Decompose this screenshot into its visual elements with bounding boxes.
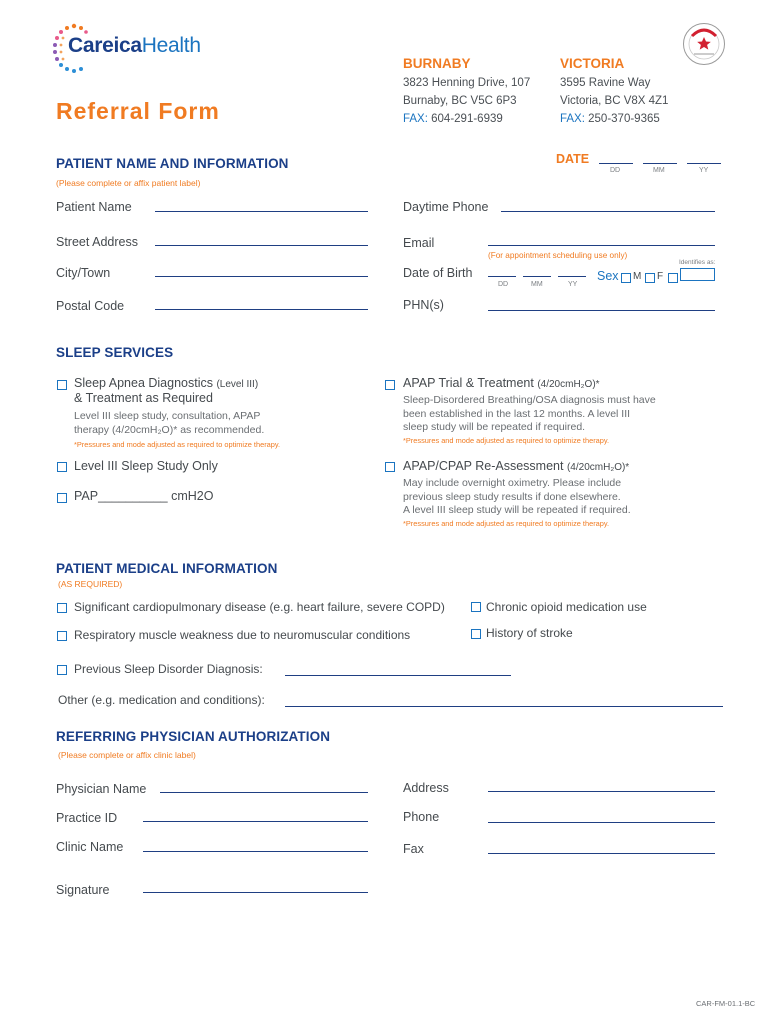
patient-section-subtitle: (Please complete or affix patient label) (56, 178, 201, 188)
clinic-name-field[interactable] (143, 851, 368, 852)
previous-diagnosis-label: Previous Sleep Disorder Diagnosis: (74, 662, 263, 676)
practice-id-field[interactable] (143, 821, 368, 822)
date-dd-caption: DD (610, 167, 621, 174)
address-field[interactable] (488, 791, 715, 792)
sleep-apnea-diagnostics-label (74, 376, 258, 390)
apap-reassessment-main: APAP/CPAP Re-Assessment (403, 459, 564, 473)
apap-trial-range: (4/20cmH₂O)* (537, 379, 600, 390)
form-title: Referral Form (56, 98, 220, 124)
respiratory-weakness-checkbox[interactable] (57, 631, 67, 641)
fax-field[interactable] (488, 853, 715, 854)
dob-yy-caption: YY (568, 281, 578, 288)
pap-checkbox[interactable] (57, 493, 67, 503)
patient-name-field[interactable] (155, 211, 368, 212)
burnaby-line1: 3823 Henning Drive, 107 (403, 77, 531, 89)
dob-mm-caption: MM (531, 281, 543, 288)
sleep-apnea-main: Sleep Apnea Diagnostics (74, 376, 213, 390)
phone-field[interactable] (488, 822, 715, 823)
email-field[interactable] (488, 245, 715, 246)
phn-field[interactable] (488, 310, 715, 311)
physician-section-title: REFERRING PHYSICIAN AUTHORIZATION (56, 729, 331, 744)
sleep-apnea-line2: & Treatment as Required (74, 391, 213, 405)
apap-reassessment-description (403, 477, 631, 518)
date-yy-caption: YY (699, 167, 709, 174)
level3-study-only-checkbox[interactable] (57, 462, 67, 472)
sex-m-label: M (633, 271, 642, 282)
postal-code-field[interactable] (155, 309, 368, 310)
apap-trial-desc3: sleep study will be repeated if required. (403, 421, 586, 433)
sex-label: Sex (597, 269, 619, 283)
daytime-phone-label: Daytime Phone (403, 200, 489, 214)
phone-label: Phone (403, 810, 440, 824)
practice-id-label: Practice ID (56, 811, 118, 825)
patient-name-label: Patient Name (56, 200, 132, 214)
previous-diagnosis-checkbox[interactable] (57, 665, 67, 675)
dob-mm-field[interactable] (523, 276, 551, 277)
burnaby-line2: Burnaby, BC V5C 6P3 (403, 95, 517, 107)
sleep-apnea-level: (Level III) (216, 379, 259, 390)
date-of-birth-label: Date of Birth (403, 266, 473, 280)
postal-code-label: Postal Code (56, 299, 125, 313)
sleep-apnea-note: *Pressures and mode adjusted as required to optimize therapy. (74, 440, 281, 449)
apap-trial-label (403, 376, 600, 390)
victoria-line2: Victoria, BC V8X 4Z1 (560, 95, 669, 107)
apap-reassessment-note: *Pressures and mode adjusted as required to optimize therapy. (403, 519, 610, 528)
apap-reassessment-desc3: A level III sleep study will be repeated if required. (403, 504, 631, 516)
patient-section-title: PATIENT NAME AND INFORMATION (56, 156, 289, 171)
form-code: CAR-FM-01.1-BC (696, 999, 756, 1008)
seal-icon (682, 22, 726, 66)
signature-label: Signature (56, 883, 110, 897)
address-label: Address (403, 781, 449, 795)
burnaby-fax-number: 604-291-6939 (431, 113, 503, 125)
sex-f-checkbox[interactable] (645, 273, 655, 283)
location-victoria-address (560, 74, 668, 128)
brand-logo (52, 22, 222, 74)
sleep-apnea-description (74, 410, 264, 437)
burnaby-fax (403, 110, 530, 128)
email-note: (For appointment scheduling use only) (488, 251, 628, 260)
level3-study-only-label: Level III Sleep Study Only (74, 459, 218, 473)
apap-trial-desc2: been established in the last 12 months. A level III (403, 407, 631, 420)
apap-reassessment-label (403, 459, 629, 473)
street-address-field[interactable] (155, 245, 368, 246)
brand-name-bold: Careica (68, 34, 142, 57)
other-field[interactable] (285, 706, 723, 707)
apap-reassessment-range: (4/20cmH₂O)* (566, 462, 630, 473)
identifies-as-checkbox[interactable] (668, 273, 678, 283)
apap-trial-main: APAP Trial & Treatment (403, 376, 534, 390)
clinic-name-label: Clinic Name (56, 840, 124, 854)
location-burnaby-address (403, 74, 530, 128)
opioid-label: Chronic opioid medication use (486, 600, 647, 614)
physician-name-field[interactable] (160, 792, 368, 793)
identifies-as-label: Identifies as: (679, 259, 716, 266)
apap-trial-note: *Pressures and mode adjusted as required to optimize therapy. (403, 436, 610, 445)
date-label: DATE (556, 152, 590, 166)
city-town-label: City/Town (56, 266, 111, 280)
victoria-fax-label: FAX: (560, 113, 585, 125)
sleep-apnea-diagnostics-checkbox[interactable] (57, 380, 67, 390)
date-mm-caption: MM (653, 167, 665, 174)
sleep-section-title: SLEEP SERVICES (56, 345, 174, 360)
city-town-field[interactable] (155, 276, 368, 277)
sleep-apnea-desc1: Level III sleep study, consultation, APAP (74, 410, 261, 422)
apap-reassessment-checkbox[interactable] (385, 462, 395, 472)
fax-label: Fax (403, 842, 424, 856)
identifies-as-field[interactable] (680, 268, 715, 281)
previous-diagnosis-field[interactable] (285, 675, 511, 676)
medical-section-subtitle: (AS REQUIRED) (58, 579, 123, 589)
cardiopulmonary-label: Significant cardiopulmonary disease (e.g. heart failure, severe COPD) (74, 600, 445, 614)
accreditation-seal (682, 22, 726, 66)
location-victoria-city: VICTORIA (560, 56, 625, 71)
sex-m-checkbox[interactable] (621, 273, 631, 283)
victoria-fax (560, 110, 668, 128)
apap-reassessment-desc1: May include overnight oximetry. Please include (403, 477, 622, 489)
stroke-checkbox[interactable] (471, 629, 481, 639)
victoria-fax-number: 250-370-9365 (588, 113, 660, 125)
opioid-checkbox[interactable] (471, 602, 481, 612)
medical-section-title: PATIENT MEDICAL INFORMATION (56, 561, 278, 576)
dob-dd-caption: DD (498, 281, 509, 288)
date-mm-field[interactable] (643, 163, 677, 164)
sex-f-label: F (657, 271, 664, 282)
apap-trial-description (403, 394, 656, 435)
cardiopulmonary-checkbox[interactable] (57, 603, 67, 613)
pap-label: PAP__________ cmH2O (74, 489, 214, 503)
location-burnaby-city: BURNABY (403, 56, 471, 71)
dob-dd-field[interactable] (488, 276, 516, 277)
daytime-phone-field[interactable] (501, 211, 715, 212)
signature-field[interactable] (143, 892, 368, 893)
physician-section-subtitle: (Please complete or affix clinic label) (58, 750, 196, 760)
street-address-label: Street Address (56, 235, 138, 249)
burnaby-fax-label: FAX: (403, 113, 428, 125)
respiratory-weakness-label: Respiratory muscle weakness due to neuromuscular conditions (74, 628, 411, 642)
date-dd-field[interactable] (599, 163, 633, 164)
phn-label: PHN(s) (403, 298, 444, 312)
stroke-label: History of stroke (486, 626, 573, 640)
date-yy-field[interactable] (687, 163, 721, 164)
victoria-line1: 3595 Ravine Way (560, 77, 651, 89)
physician-name-label: Physician Name (56, 782, 147, 796)
apap-reassessment-desc2: previous sleep study results if done elsewhere. (403, 490, 621, 503)
apap-trial-checkbox[interactable] (385, 380, 395, 390)
sleep-apnea-desc2: therapy (4/20cmH₂O)* as recommended. (74, 423, 265, 436)
brand-name-light: Health (141, 34, 201, 57)
apap-trial-desc1: Sleep-Disordered Breathing/OSA diagnosis must have (403, 394, 656, 406)
other-label: Other (e.g. medication and conditions): (58, 693, 265, 707)
dob-yy-field[interactable] (558, 276, 586, 277)
email-label: Email (403, 236, 435, 250)
